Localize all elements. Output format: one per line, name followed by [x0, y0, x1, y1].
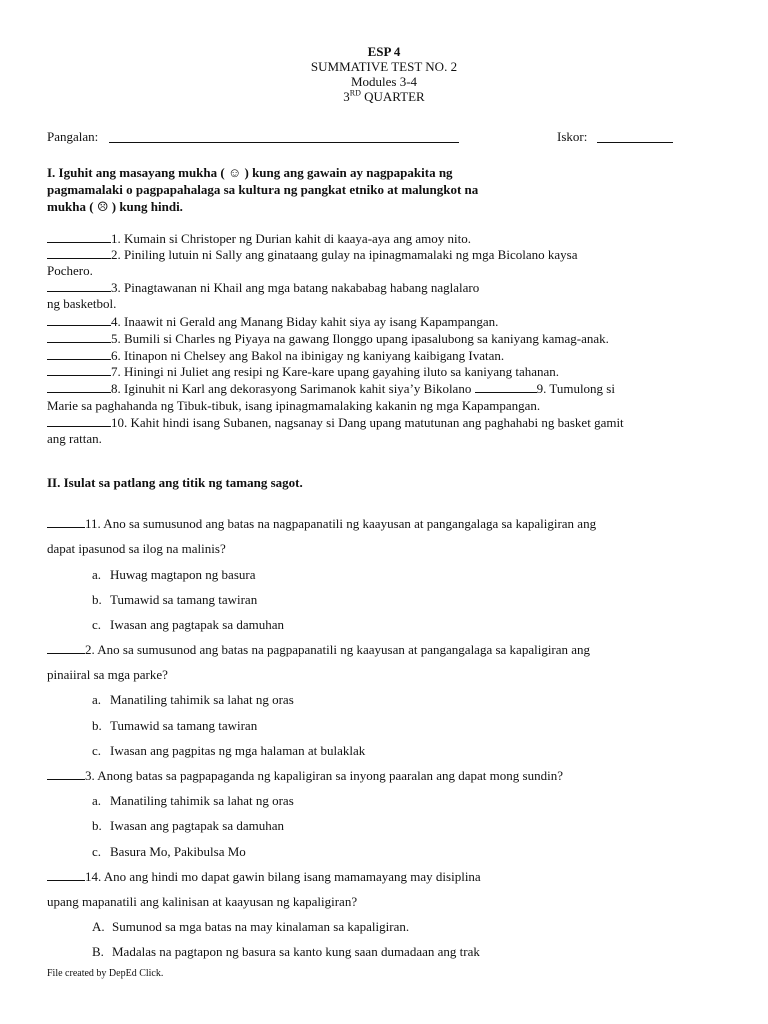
answer-blank[interactable] [47, 247, 111, 259]
list-item-cont: Pochero. [47, 263, 93, 278]
question-12-cont: pinaiiral sa mga parke? [47, 667, 168, 682]
answer-blank[interactable] [47, 642, 85, 654]
list-item: 1. Kumain si Christoper ng Durian kahit di kaaya-aya ang amoy nito. [47, 231, 727, 248]
answer-blank[interactable] [47, 231, 111, 243]
name-blank[interactable] [109, 142, 459, 143]
list-item: 10. Kahit hindi isang Subanen, nagsanay si Dang upang matutunan ang paghahabi ng basket gamit [47, 415, 727, 432]
list-item-cont: Marie sa paghahanda ng Tibuk-tibuk, isang ipinagmamalaking kakanin ng mga Kapampangan. [47, 398, 541, 413]
answer-blank[interactable] [47, 314, 111, 326]
answer-blank[interactable] [47, 348, 111, 360]
answer-blank[interactable] [475, 381, 537, 393]
list-item: 3. Pinagtawanan ni Khail ang mga batang nakababag habang naglalaro [47, 280, 727, 297]
option-a: A. Sumunod sa mga batas na may kinalaman sa kapaligiran. [92, 919, 410, 934]
footer-credit: File created by DepEd Click. [47, 968, 164, 979]
part2-instruction: II. Isulat sa patlang ang titik ng tamang sagot. [47, 475, 303, 490]
modules-label: Modules 3-4 [350, 74, 418, 89]
subject-title: ESP 4 [367, 44, 401, 59]
question-13: 3. Anong batas sa pagpapaganda ng kapaligiran sa inyong paaralan ang dapat mong sundin? [47, 768, 563, 784]
question-11: 11. Ano sa sumusunod ang batas na nagpapanatili ng kaayusan at pangangalaga sa kapaligiran ang [47, 516, 596, 532]
test-name: SUMMATIVE TEST NO. 2 [310, 59, 458, 74]
option-a: a. Manatiling tahimik sa lahat ng oras [92, 793, 294, 808]
answer-blank[interactable] [47, 364, 111, 376]
score-blank[interactable] [597, 142, 673, 143]
list-item: 8. Iginuhit ni Karl ang dekorasyong Sarimanok kahit siya’y Bikolano 9. Tumulong si [47, 381, 727, 398]
option-b: b. Iwasan ang pagtapak sa damuhan [92, 818, 284, 833]
option-b: b. Tumawid sa tamang tawiran [92, 592, 258, 607]
question-12: 2. Ano sa sumusunod ang batas na pagpapanatili ng kaayusan at pangangalaga sa kapaligiran ang [47, 642, 590, 658]
answer-blank[interactable] [47, 516, 85, 528]
option-b: B. Madalas na pagtapon ng basura sa kanto kung saan dumadaan ang trak [92, 944, 480, 959]
option-c: c. Iwasan ang pagtapak sa damuhan [92, 617, 284, 632]
option-a: a. Huwag magtapon ng basura [92, 567, 256, 582]
quarter-label: 3RD QUARTER [343, 88, 425, 104]
answer-blank[interactable] [47, 280, 111, 292]
option-b: b. Tumawid sa tamang tawiran [92, 718, 258, 733]
student-info-row [47, 129, 727, 145]
answer-blank[interactable] [47, 415, 111, 427]
option-a: a. Manatiling tahimik sa lahat ng oras [92, 692, 294, 707]
option-c: c. Iwasan ang pagpitas ng mga halaman at bulaklak [92, 743, 366, 758]
question-14-cont: upang mapanatili ang kalinisan at kaayusan ng kapaligiran? [47, 894, 358, 909]
list-item: 2. Piniling lutuin ni Sally ang ginataang gulay na ipinagmamalaki ng mga Bicolano kaysa [47, 247, 727, 264]
list-item: 6. Itinapon ni Chelsey ang Bakol na ibinigay ng kaniyang kaibigang Ivatan. [47, 348, 727, 365]
answer-blank[interactable] [47, 768, 85, 780]
test-header [0, 44, 768, 104]
list-item-cont: ang rattan. [47, 431, 102, 446]
question-11-cont: dapat ipasunod sa ilog na malinis? [47, 541, 226, 556]
name-label: Pangalan: [47, 129, 99, 144]
part1-instruction: I. Iguhit ang masayang mukha ( ☺ ) kung ang gawain ay nagpapakita ng pagmamalaki o pagpapahalaga sa kultura ng pangkat etniko at malungkot na mukha ( ☹ ) kung hindi. [47, 165, 479, 214]
option-c: c. Basura Mo, Pakibulsa Mo [92, 844, 246, 859]
list-item: 7. Hiningi ni Juliet ang resipi ng Kare-kare upang gayahing iluto sa kaniyang tahanan. [47, 364, 727, 381]
score-label: Iskor: [557, 129, 588, 144]
answer-blank[interactable] [47, 869, 85, 881]
list-item: 4. Inaawit ni Gerald ang Manang Biday kahit siya ay isang Kapampangan. [47, 314, 727, 331]
question-14: 14. Ano ang hindi mo dapat gawin bilang isang mamamayang may disiplina [47, 869, 481, 885]
list-item-cont: ng basketbol. [47, 296, 117, 311]
answer-blank[interactable] [47, 331, 111, 343]
answer-blank[interactable] [47, 381, 111, 393]
list-item: 5. Bumili si Charles ng Piyaya na gawang Ilonggo upang ipasalubong sa kaniyang kamag-anak. [47, 331, 727, 348]
